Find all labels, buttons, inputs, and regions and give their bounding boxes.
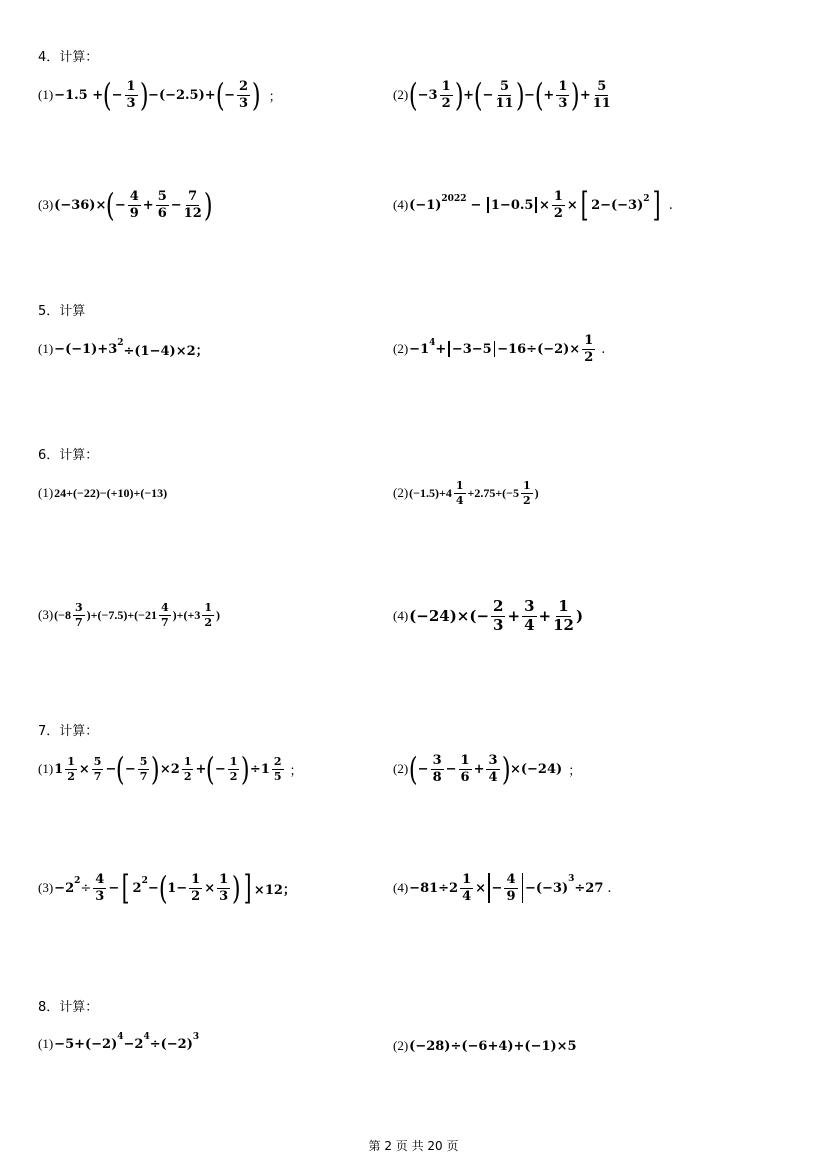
term: −2 xyxy=(123,1036,144,1052)
fraction: $\frac{1}{2}$ xyxy=(191,871,201,904)
punctuation: ； xyxy=(568,763,582,779)
term: ×(−24) xyxy=(510,761,563,777)
term: −(−1)+3 xyxy=(54,341,118,357)
exponent: 4 xyxy=(429,338,436,348)
fraction: $\frac{4}{9}$ xyxy=(129,188,139,221)
fraction: $\frac{1}{2}$ xyxy=(183,754,192,783)
term: −1.5 + xyxy=(54,87,104,103)
operator: − xyxy=(148,87,159,103)
term: 24+(−22)−(+10)+(−13) xyxy=(54,485,168,500)
fraction: $\frac{1}{12}$ xyxy=(553,596,574,634)
fraction: $\frac{7}{12}$ xyxy=(183,188,202,221)
term: (−24)×(− xyxy=(409,607,490,625)
fraction: $\frac{1}{2}$ xyxy=(441,78,451,111)
exponent: 3 xyxy=(192,1032,200,1042)
term: ÷1 xyxy=(249,761,270,777)
fraction: $\frac{3}{4}$ xyxy=(488,752,498,785)
exponent: 4 xyxy=(117,1032,124,1042)
q4-part2: (2) ( −3 $\frac{1}{2}$ ) + ( − $\frac{5}{11}$ ) − ( + $\frac{1}{3}$ ) + $\frac{5}{11}$ xyxy=(393,76,611,114)
term: 2−(−3) xyxy=(591,197,644,213)
punctuation: ； xyxy=(268,89,282,105)
punctuation: . xyxy=(601,341,606,357)
term: 1 xyxy=(54,761,64,777)
q4-part4: (4) (−1) $^{2022}$ − 1−0.5 × $\frac{1}{2}$ × [ 2−(−3) $^2$ ] . xyxy=(393,185,673,225)
operator: − xyxy=(108,880,120,896)
punctuation: ； xyxy=(289,763,303,779)
page-footer: 第 2 页 共 20 页 xyxy=(368,1139,459,1153)
operator: + xyxy=(204,87,216,103)
fraction: $\frac{5}{7}$ xyxy=(93,754,102,783)
fraction: $\frac{5}{6}$ xyxy=(157,188,167,221)
q7-part4: (4) −81÷2 $\frac{1}{4}$ × − $\frac{4}{9}$ −(−3) $^3$ ÷27 . xyxy=(393,871,612,904)
fraction: $\frac{4}{7}$ xyxy=(161,600,169,629)
part-label: (2) xyxy=(393,87,409,102)
part-label: (3) xyxy=(38,607,54,622)
part-label: (2) xyxy=(393,761,409,776)
punctuation: . xyxy=(607,880,612,896)
q6-part4: (4) (−24)×(− $\frac{2}{3}$ + $\frac{3}{4}$ + $\frac{1}{12}$ ) xyxy=(393,596,584,634)
part-label: (2) xyxy=(393,485,409,500)
operator: ÷ xyxy=(80,880,92,896)
fraction: $\frac{1}{4}$ xyxy=(462,871,472,904)
fraction: $\frac{1}{2}$ xyxy=(523,478,531,507)
exponent: 4 xyxy=(143,1032,150,1042)
fraction: $\frac{5}{11}$ xyxy=(592,78,611,111)
q5-part2 xyxy=(393,332,605,366)
term: )+(−7.5)+(−21 xyxy=(86,607,158,622)
term: −81÷2 xyxy=(409,880,459,896)
question-5-title: 5．计算 xyxy=(38,304,86,319)
operator: × xyxy=(538,197,550,213)
term: ×12； xyxy=(253,882,296,898)
fraction: $\frac{5}{11}$ xyxy=(495,78,514,111)
question-8-title: 8．计算： xyxy=(38,1000,99,1015)
term: −3 xyxy=(417,87,438,103)
part-label: (3) xyxy=(38,197,54,212)
part-label: (2) xyxy=(393,341,409,356)
term: 1− xyxy=(167,880,188,896)
fraction: $\frac{3}{7}$ xyxy=(75,600,83,629)
question-4-title: 4．计算： xyxy=(38,50,99,65)
fraction: $\frac{4}{9}$ xyxy=(506,871,516,904)
part-label: (1) xyxy=(38,485,54,500)
q4-part1: (1) −1.5 + ( − $\frac{1}{3}$ ) − (−2.5) + ( − $\frac{2}{3}$ ) ； xyxy=(38,76,282,114)
punctuation: . xyxy=(668,197,673,213)
term: −2 xyxy=(54,880,75,896)
term: (−36)× xyxy=(54,197,107,213)
term: ÷27 xyxy=(574,880,604,896)
term: ) xyxy=(575,607,584,625)
fraction: $\frac{3}{8}$ xyxy=(432,752,442,785)
term: (−2.5) xyxy=(158,87,205,103)
term: −16÷(−2)× xyxy=(497,341,581,357)
term: −(−3) xyxy=(525,880,569,896)
fraction: $\frac{2}{3}$ xyxy=(239,78,249,111)
exponent: 2 xyxy=(141,876,148,886)
term: +2.75+(−5 xyxy=(467,485,520,500)
fraction: $\frac{1}{3}$ xyxy=(219,871,229,904)
q5-part1 xyxy=(38,336,209,362)
q7-part2: (2) ( − $\frac{3}{8}$ − $\frac{1}{6}$ + $\frac{3}{4}$ ) ×(−24) ； xyxy=(393,750,582,788)
part-label: (4) xyxy=(393,880,409,895)
fraction: $\frac{3}{4}$ xyxy=(524,596,535,634)
part-label: (1) xyxy=(38,87,54,102)
exponent: 2 xyxy=(74,876,81,886)
fraction: $\frac{1}{3}$ xyxy=(558,78,568,111)
term: −1 xyxy=(409,341,430,357)
q4-part3: (3) (−36)× ( − $\frac{4}{9}$ + $\frac{5}{6}$ − $\frac{7}{12}$ ) xyxy=(38,186,213,224)
term: 2 xyxy=(132,880,142,896)
term: )+(+3 xyxy=(172,607,201,622)
term: ) xyxy=(534,485,539,500)
term: ×2 xyxy=(159,761,180,777)
fraction: $\frac{1}{2}$ xyxy=(204,600,212,629)
fraction: $\frac{1}{3}$ xyxy=(126,78,136,111)
term: (−28)÷(−6+4)+(−1)×5 xyxy=(409,1038,577,1054)
fraction: $\frac{1}{2}$ xyxy=(67,754,75,783)
fraction: $\frac{1}{2}$ xyxy=(553,188,563,221)
fraction: $\frac{5}{7}$ xyxy=(139,754,148,783)
absolute-value: −3−5 xyxy=(451,341,492,357)
fraction: $\frac{4}{3}$ xyxy=(95,871,105,904)
q7-part3: (3) −2 $^2$ ÷ $\frac{4}{3}$ − [ 2 $^2$ − ( 1− $\frac{1}{2}$ × $\frac{1}{3}$ ) ] ×12； xyxy=(38,868,296,908)
part-label: (1) xyxy=(38,761,54,776)
term: (−1.5)+4 xyxy=(409,485,452,500)
part-label: (4) xyxy=(393,608,409,623)
question-7-title: 7．计算： xyxy=(38,724,99,739)
fraction: $\frac{2}{5}$ xyxy=(273,754,282,783)
fraction: $\frac{1}{2}$ xyxy=(229,754,238,783)
part-label: (3) xyxy=(38,880,54,895)
term: ÷(−2) xyxy=(149,1036,193,1052)
term: (−1) xyxy=(409,197,442,213)
operator: − xyxy=(470,197,482,213)
fraction: $\frac{2}{3}$ xyxy=(493,596,504,634)
term: (−8 xyxy=(54,607,72,622)
fraction: $\frac{1}{2}$ xyxy=(584,332,594,365)
q7-part1: (1) 1 $\frac{1}{2}$ × $\frac{5}{7}$ − ( − $\frac{5}{7}$ ) ×2 $\frac{1}{2}$ + ( − $\frac{1}{2}$ ) ÷1 $\frac{2}{5}$ ； xyxy=(38,750,303,788)
exponent: 2022 xyxy=(441,194,467,204)
q6-part1 xyxy=(38,482,167,504)
exponent: 2 xyxy=(117,338,124,348)
q8-part2 xyxy=(393,1034,577,1058)
operator: × xyxy=(475,880,487,896)
operator: × xyxy=(78,761,90,777)
question-6-title: 6．计算： xyxy=(38,448,99,463)
part-label: (2) xyxy=(393,1038,409,1053)
q6-part3 xyxy=(38,598,220,632)
fraction: $\frac{1}{4}$ xyxy=(455,478,464,507)
part-label: (1) xyxy=(38,1036,54,1051)
term: ÷(1−4)×2； xyxy=(123,343,209,359)
part-label: (4) xyxy=(393,197,409,212)
part-label: (1) xyxy=(38,341,54,356)
q6-part2 xyxy=(393,476,539,510)
q8-part1 xyxy=(38,1030,199,1058)
term: −5+(−2) xyxy=(54,1036,118,1052)
exponent: 3 xyxy=(568,874,575,884)
term: ) xyxy=(216,607,220,622)
exponent: 2 xyxy=(643,194,650,204)
operator: + xyxy=(435,341,447,357)
fraction: $\frac{1}{6}$ xyxy=(460,752,470,785)
operator: × xyxy=(566,197,578,213)
absolute-value: 1−0.5 xyxy=(490,197,534,213)
